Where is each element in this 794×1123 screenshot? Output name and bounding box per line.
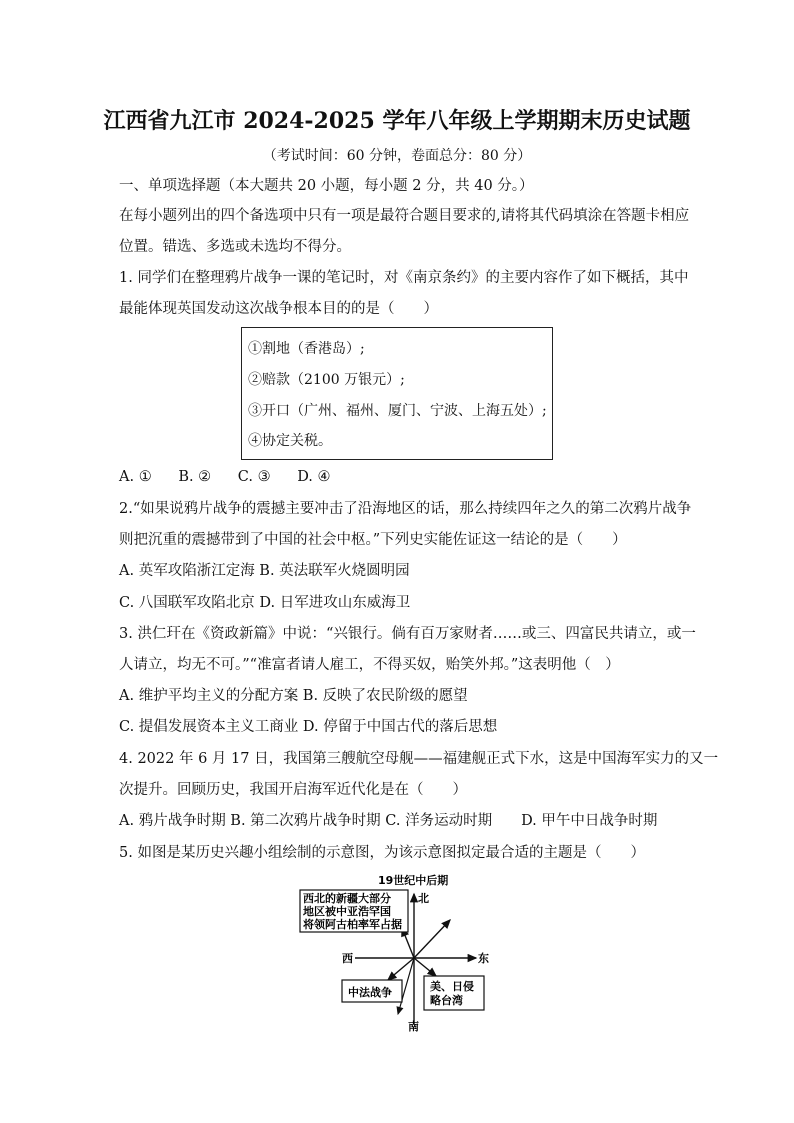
northwest-event-line: 地区被中亚浩罕国 bbox=[303, 905, 391, 918]
q1-option-d[interactable]: D. ④ bbox=[297, 469, 331, 485]
section-heading: 一、单项选择题（本大题共 20 小题，每小题 2 分，共 40 分。） bbox=[119, 178, 534, 194]
q2-stem-line-1: 2.“如果说鸦片战争的震撼主要冲击了沿海地区的话，那么持续四年之久的第二次鸦片战争 bbox=[119, 501, 692, 517]
q1-box-item: ③开口（广州、福州、厦门、宁波、上海五处）; bbox=[248, 403, 547, 419]
southeast-event-line: 略台湾 bbox=[430, 994, 463, 1007]
southwest-event-label: 中法战争 bbox=[348, 986, 392, 999]
north-label: 北 bbox=[418, 892, 429, 905]
southwest-arrow bbox=[388, 958, 414, 980]
q2-stem-line-2: 则把沉重的震撼带到了中国的社会中枢。”下列史实能佐证这一结论的是（ ） bbox=[119, 532, 627, 548]
q1-option-b[interactable]: B. ② bbox=[178, 469, 212, 485]
q1-box-item: ①割地（香港岛）; bbox=[248, 341, 365, 357]
q1-box-item: ④协定关税。 bbox=[248, 433, 332, 449]
northeast-arrow bbox=[414, 920, 450, 958]
q1-stem-line-2: 最能体现英国发动这次战争根本目的的是（ ） bbox=[119, 301, 438, 317]
q5-stem-line-1: 5. 如图是某历史兴趣小组绘制的示意图，为该示意图拟定最合适的主题是（ ） bbox=[119, 845, 645, 861]
east-label: 东 bbox=[478, 952, 489, 965]
q5-compass-diagram bbox=[290, 872, 500, 1032]
instruction-line-2: 位置。错选、多选或未选均不得分。 bbox=[119, 239, 351, 255]
q3-options-line-1[interactable]: A. 维护平均主义的分配方案 B. 反映了农民阶级的愿望 bbox=[119, 688, 468, 704]
q1-options bbox=[119, 467, 353, 487]
q3-stem-line-1: 3. 洪仁玕在《资政新篇》中说：“兴银行。倘有百万家财者……或三、四富民共请立，或一 bbox=[119, 626, 696, 642]
diagram-time-label: 19世纪中后期 bbox=[378, 874, 449, 887]
q1-treaty-box bbox=[241, 327, 553, 460]
northwest-event-line: 西北的新疆大部分 bbox=[303, 892, 391, 905]
south-label: 南 bbox=[408, 1020, 419, 1032]
q3-options-line-2[interactable]: C. 提倡发展资本主义工商业 D. 停留于中国古代的落后思想 bbox=[119, 719, 498, 735]
q4-stem-line-2: 次提升。回顾历史，我国开启海军近代化是在（ ） bbox=[119, 782, 467, 798]
q4-stem-line-1: 4. 2022 年 6 月 17 日，我国第三艘航空母舰——福建舰正式下水，这是中国海军实力的又一 bbox=[119, 751, 719, 767]
q2-options-line-2[interactable]: C. 八国联军攻陷北京 D. 日军进攻山东威海卫 bbox=[119, 595, 411, 611]
exam-info: （考试时间：60 分钟，卷面总分：80 分） bbox=[262, 148, 532, 164]
page-title: 江西省九江市 2024-2025 学年八年级上学期期末历史试题 bbox=[103, 108, 691, 134]
q2-options-line-1[interactable]: A. 英军攻陷浙江定海 B. 英法联军火烧圆明园 bbox=[119, 563, 410, 579]
southeast-event-line: 美、日侵 bbox=[430, 980, 474, 993]
q1-box-item: ②赔款（2100 万银元）; bbox=[248, 372, 405, 388]
q1-stem-line-1: 1. 同学们在整理鸦片战争一课的笔记时，对《南京条约》的主要内容作了如下概括，其中 bbox=[119, 270, 689, 286]
west-label: 西 bbox=[342, 952, 353, 965]
instruction-line-1: 在每小题列出的四个备选项中只有一项是最符合题目要求的,请将其代码填涂在答题卡相应 bbox=[119, 208, 690, 224]
northwest-event-line: 将领阿古柏率军占据 bbox=[303, 918, 402, 931]
q1-option-a[interactable]: A. ① bbox=[119, 469, 152, 485]
q1-option-c[interactable]: C. ③ bbox=[237, 469, 271, 485]
southeast-arrow bbox=[414, 958, 436, 976]
q3-stem-line-2: 人请立，均无不可。”“准富者请人雇工，不得买奴，贻笑外邦。”这表明他（ ） bbox=[119, 657, 620, 673]
q4-options-line[interactable]: A. 鸦片战争时期 B. 第二次鸦片战争时期 C. 洋务运动时期 D. 甲午中日战争时期 bbox=[119, 813, 658, 829]
